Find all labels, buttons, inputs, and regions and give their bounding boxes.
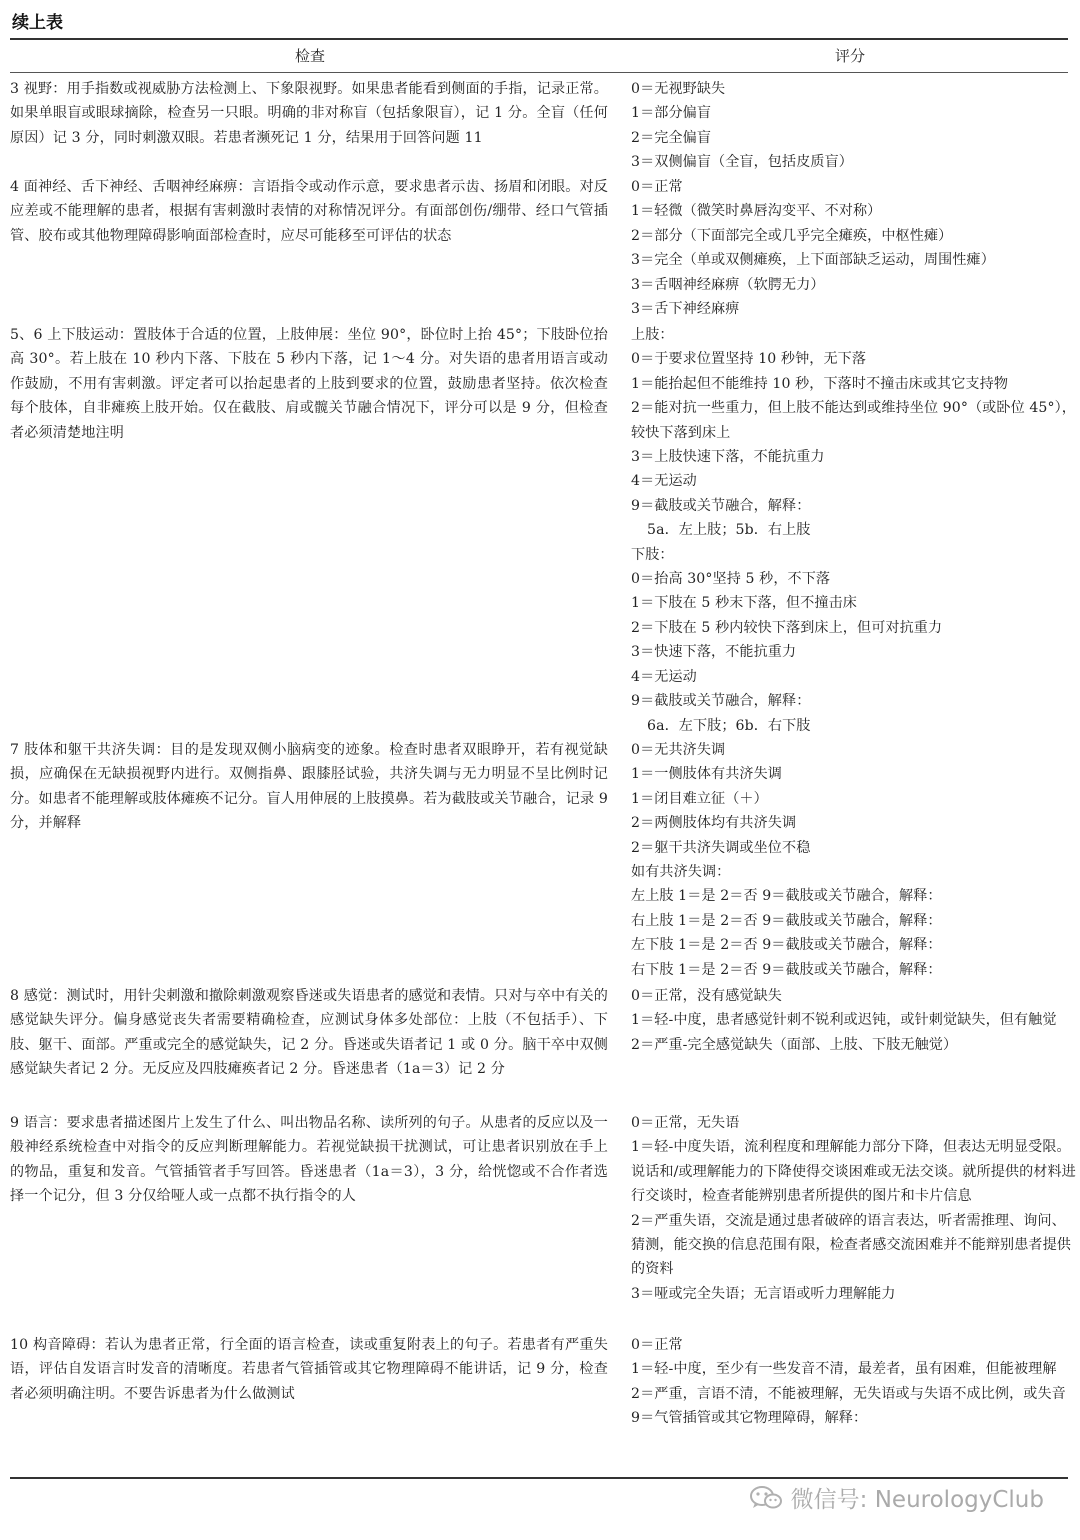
score-line: 0＝正常	[631, 1337, 683, 1353]
score-line: 0＝正常	[631, 179, 683, 195]
exam-cell: 8 感觉：测试时，用针尖刺激和撤除刺激观察昏迷或失语患者的感觉和表情。只对与卒中有关的感觉缺失评分。偏身感觉丧失者需要精确检查，应测试身体多处部位：上肢（不包括手）、下肢、躯干、面部。严重或完全的感觉缺失，记 2 分。昏迷或失语者记 1 或 0 分。脑干卒中双侧感觉缺失者记 2 分。无反应及四肢瘫痪者记 2 分。昏迷患者（1a＝3）记 2 分	[10, 988, 608, 1078]
score-line: 0＝无共济失调	[631, 742, 726, 758]
score-line: 0＝抬高 30°坚持 5 秒，不下落	[631, 571, 831, 588]
exam-cell: 10 构音障碍：若认为患者正常，行全面的语言检查，读或重复附表上的句子。若患者有严重失语，评估自发语言时发音的清晰度。若患者气管插管或其它物理障碍不能讲话，记 9 分，检查者必须明确注明。不要告诉患者为什么做测试	[10, 1337, 608, 1402]
score-line: 9＝截肢或关节融合，解释：	[631, 497, 811, 514]
score-line: 3＝舌咽神经麻痹（软腭无力）	[631, 276, 825, 293]
score-line: 1＝下肢在 5 秒末下落，但不撞击床	[631, 595, 858, 612]
score-line: 1＝轻-中度，患者感觉针刺不锐利或迟钝，或针刺觉缺失，但有触觉	[631, 1012, 1057, 1029]
score-cell	[631, 1333, 1076, 1431]
score-line: 0＝于要求位置坚持 10 秒钟，无下落	[631, 351, 867, 368]
score-line: 左下肢 1＝是 2＝否 9＝截肢或关节融合，解释：	[631, 937, 942, 954]
score-line: 1＝部分偏盲	[631, 105, 712, 122]
table-caption: 续上表	[12, 13, 63, 33]
score-line: 4＝无运动	[631, 473, 697, 490]
exam-cell: 5、6 上下肢运动：置肢体于合适的位置，上肢伸展：坐位 90°，卧位时上抬 45°；下肢卧位抬高 30°。若上肢在 10 秒内下落、下肢在 5 秒内下落，记 1～4 分。对失语的患者用语言或动作鼓励，不用有害刺激。评定者可以抬起患者的上肢到要求的位置，鼓励患者坚持。依次检查每个肢体，自非瘫痪上肢开始。仅在截肢、肩或髋关节融合情况下，评分可以是 9 分，但检查者必须清楚地注明	[10, 327, 608, 441]
score-line: 2＝能对抗一些重力，但上肢不能达到或维持坐位 90°（或卧位 45°），较快下落到床上	[631, 400, 1076, 441]
score-line: 如有共济失调：	[631, 864, 731, 881]
score-line: 4＝无运动	[631, 668, 697, 685]
score-line: 3＝快速下落，不能抗重力	[631, 644, 797, 661]
score-line: 2＝严重，言语不清，不能被理解，无失语或与失语不成比例，或失音	[631, 1385, 1066, 1402]
score-line: 2＝两侧肢体均有共济失调	[631, 815, 797, 832]
table-top-rule	[10, 38, 1068, 40]
score-line: 3＝舌下神经麻痹	[631, 301, 740, 318]
score-line: 3＝双侧偏盲（全盲，包括皮质盲）	[631, 154, 853, 171]
score-cell	[631, 1111, 1076, 1306]
score-line: 上肢：	[631, 327, 674, 343]
score-line: 3＝哑或完全失语；无言语或听力理解能力	[631, 1285, 896, 1302]
score-line: 0＝无视野缺失	[631, 81, 726, 97]
score-line: 0＝正常，没有感觉缺失	[631, 988, 783, 1004]
column-header-score: 评分	[834, 47, 865, 65]
table-bottom-rule	[10, 1477, 1068, 1479]
score-line: 右上肢 1＝是 2＝否 9＝截肢或关节融合，解释：	[631, 912, 942, 929]
score-line: 9＝气管插管或其它物理障碍，解释：	[631, 1410, 868, 1427]
score-line: 右下肢 1＝是 2＝否 9＝截肢或关节融合，解释：	[631, 961, 942, 978]
exam-cell: 3 视野：用手指数或视威胁方法检测上、下象限视野。如果患者能看到侧面的手指，记录正常。如果单眼盲或眼球摘除，检查另一只眼。明确的非对称盲（包括象限盲），记 1 分。全盲（任何原因）记 3 分，同时刺激双眼。若患者濒死记 1 分，结果用于回答问题 11	[10, 81, 608, 146]
score-cell	[631, 323, 1076, 738]
score-line: 0＝正常，无失语	[631, 1115, 740, 1131]
header-rule	[10, 72, 1068, 73]
score-line: 1＝闭目难立征（＋）	[631, 790, 768, 807]
score-line: 1＝轻微（微笑时鼻唇沟变平、不对称）	[631, 203, 882, 220]
score-line: 2＝部分（下面部完全或几乎完全瘫痪，中枢性瘫）	[631, 227, 953, 244]
score-line: 1＝轻-中度失语，流利程度和理解能力部分下降，但表达无明显受限。说话和/或理解能力的下降使得交谈困难或无法交谈。就所提供的材料进行交谈时，检查者能辨别患者所提供的图片和卡片信息	[631, 1139, 1076, 1205]
exam-cell: 4 面神经、舌下神经、舌咽神经麻痹：言语指令或动作示意，要求患者示齿、扬眉和闭眼。对反应差或不能理解的患者，根据有害刺激时表情的对称情况评分。有面部创伤/绷带、经口气管插管、胶布或其他物理障碍影响面部检查时，应尽可能移至可评估的状态	[10, 179, 608, 244]
exam-cell: 7 肢体和躯干共济失调：目的是发现双侧小脑病变的迹象。检查时患者双眼睁开，若有视觉缺损，应确保在无缺损视野内进行。双侧指鼻、跟膝胫试验，共济失调与无力明显不呈比例时记分。如患者不能理解或肢体瘫痪不记分。盲人用伸展的上肢摸鼻。若为截肢或关节融合，记录 9 分，并解释	[10, 742, 608, 832]
score-line: 3＝完全（单或双侧瘫痪，上下面部缺乏运动，周围性瘫）	[631, 252, 995, 269]
score-line: 3＝上肢快速下落，不能抗重力	[631, 449, 825, 466]
watermark-text: 微信号: NeurologyClub	[790, 1487, 1044, 1513]
score-line: 下肢：	[631, 546, 674, 563]
score-line: 9＝截肢或关节融合，解释：	[631, 693, 811, 710]
score-line: 2＝完全偏盲	[631, 129, 712, 146]
score-line: 2＝严重-完全感觉缺失（面部、上肢、下肢无触觉）	[631, 1036, 958, 1053]
exam-cell: 9 语言：要求患者描述图片上发生了什么、叫出物品名称、读所列的句子。从患者的反应以及一般神经系统检查中对指令的反应判断理解能力。若视觉缺损干扰测试，可让患者识别放在手上的物品，重复和发音。气管插管者手写回答。昏迷患者（1a＝3），3 分，给恍惚或不合作者选择一个记分，但 3 分仅给哑人或一点都不执行指令的人	[10, 1115, 608, 1205]
score-line: 2＝下肢在 5 秒内较快下落到床上，但可对抗重力	[631, 619, 943, 636]
score-line: 6a．左下肢；6b．右下肢	[647, 717, 811, 734]
score-cell	[631, 984, 1076, 1057]
score-cell	[631, 77, 1076, 175]
score-line: 1＝轻-中度，至少有一些发音不清，最差者，虽有困难，但能被理解	[631, 1361, 1057, 1378]
wechat-icon	[749, 1485, 783, 1511]
score-line: 左上肢 1＝是 2＝否 9＝截肢或关节融合，解释：	[631, 888, 942, 905]
score-line: 1＝一侧肢体有共济失调	[631, 766, 783, 783]
score-line: 5a．左上肢；5b．右上肢	[647, 522, 811, 539]
score-cell	[631, 738, 1076, 982]
watermark	[749, 1481, 1044, 1514]
column-header-exam: 检查	[294, 47, 325, 65]
score-line: 2＝躯干共济失调或坐位不稳	[631, 839, 811, 856]
score-line: 2＝严重失语，交流是通过患者破碎的语言表达，听者需推理、询问、猜测，能交换的信息范围有限，检查者感交流困难并不能辩别患者提供的资料	[631, 1212, 1072, 1278]
score-cell	[631, 175, 1076, 321]
score-line: 1＝能抬起但不能维持 10 秒，下落时不撞击床或其它支持物	[631, 375, 1009, 392]
